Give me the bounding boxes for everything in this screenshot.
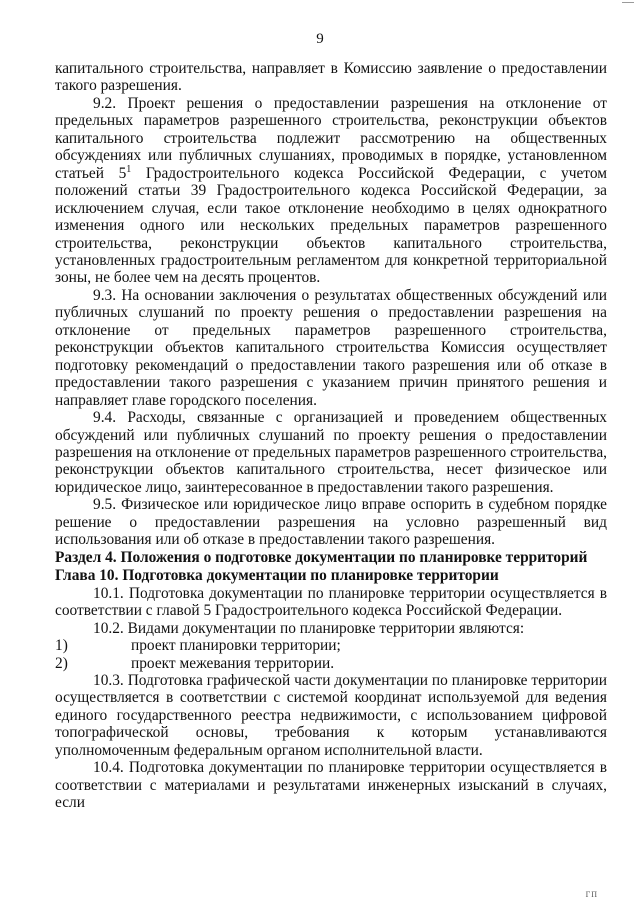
- section-heading: Раздел 4. Положения о подготовке документации по планировке территорий: [55, 548, 588, 566]
- list-item-number: 2): [55, 654, 68, 672]
- list-item: [55, 637, 607, 654]
- list-item: [55, 655, 607, 672]
- list-item-text: проект межевания территории.: [131, 654, 335, 672]
- paragraph-9-3: 9.3. На основании заключения о результатах общественных обсуждений или публичных слушаний по проекту решения о предоставлении разрешения на отклонение от предельных параметров разрешенного строительства, реконструкции объектов капитального строительства Комиссия осуществляет подготовку рекомендаций о предоставлении такого разрешения или об отказе в предоставлении такого разрешения с указанием причин принятого решения и направляет главе городского поселения.: [55, 286, 607, 409]
- scan-corner-mark: [622, 2, 634, 5]
- paragraph-continuation: капитального строительства, направляет в Комиссию заявление о предоставлении такого разрешения.: [55, 60, 607, 95]
- list-item-text: проект планировки территории;: [131, 637, 341, 655]
- superscript-article-index: 1: [126, 163, 132, 175]
- footer-mark: ГП: [585, 890, 598, 899]
- document-body: [55, 60, 607, 812]
- page-number: 9: [316, 31, 324, 47]
- paragraph-10-3: 10.3. Подготовка графической части документации по планировке территории осуществляется в соответствии с системой координат используемой для ведения единого государственного реестра недвижимости, с использованием цифровой топографической основы, требования к которым устанавливаются уполномоченным федеральным органом исполнительной власти.: [55, 671, 607, 759]
- paragraph-9-2-text-b: Градостроительного кодекса Российской Федерации, с учетом положений статьи 39 Градостроительного кодекса Российской Федерации, за исключением случая, если такое отклонение необходимо в целях однократного изменения одного или нескольких предельных параметров разрешенного строительства, реконструкции объектов капитального строительства, установленных градостроительным регламентом для конкретной территориальной зоны, не более чем на десять процентов.: [55, 164, 607, 287]
- chapter-heading: Глава 10. Подготовка документации по планировке территории: [55, 566, 499, 584]
- list-item-number: 1): [55, 637, 68, 655]
- paragraph-10-2: 10.2. Видами документации по планировке территории являются:: [93, 619, 525, 637]
- paragraph-10-4: 10.4. Подготовка документации по планировке территории осуществляется в соответствии с материалами и результатами инженерных изысканий в случаях, если: [55, 759, 607, 812]
- paragraph-9-4: 9.4. Расходы, связанные с организацией и проведением общественных обсуждений или публичных слушаний по проекту решения о предоставлении разрешения на отклонение от предельных параметров разрешенного строительства, реконструкции объектов капитального строительства, несет физическое или юридическое лицо, заинтересованное в предоставлении такого разрешения.: [55, 409, 607, 496]
- paragraph-9-2-text-a: 9.2. Проект решения о предоставлении разрешения на отклонение от предельных параметров разрешенного строительства, реконструкции объектов капитального строительства подлежит рассмотрению на общественных обсуждениях или публичных слушаниях, проводимых в порядке, установленном статьей 5: [55, 94, 607, 182]
- paragraph-9-2: [55, 95, 607, 287]
- paragraph-9-5: 9.5. Физическое или юридическое лицо вправе оспорить в судебном порядке решение о предоставлении разрешения на условно разрешенный вид использования или об отказе в предоставлении такого разрешения.: [55, 496, 607, 549]
- paragraph-10-1: 10.1. Подготовка документации по планировке территории осуществляется в соответствии с главой 5 Градостроительного кодекса Российской Федерации.: [55, 584, 607, 620]
